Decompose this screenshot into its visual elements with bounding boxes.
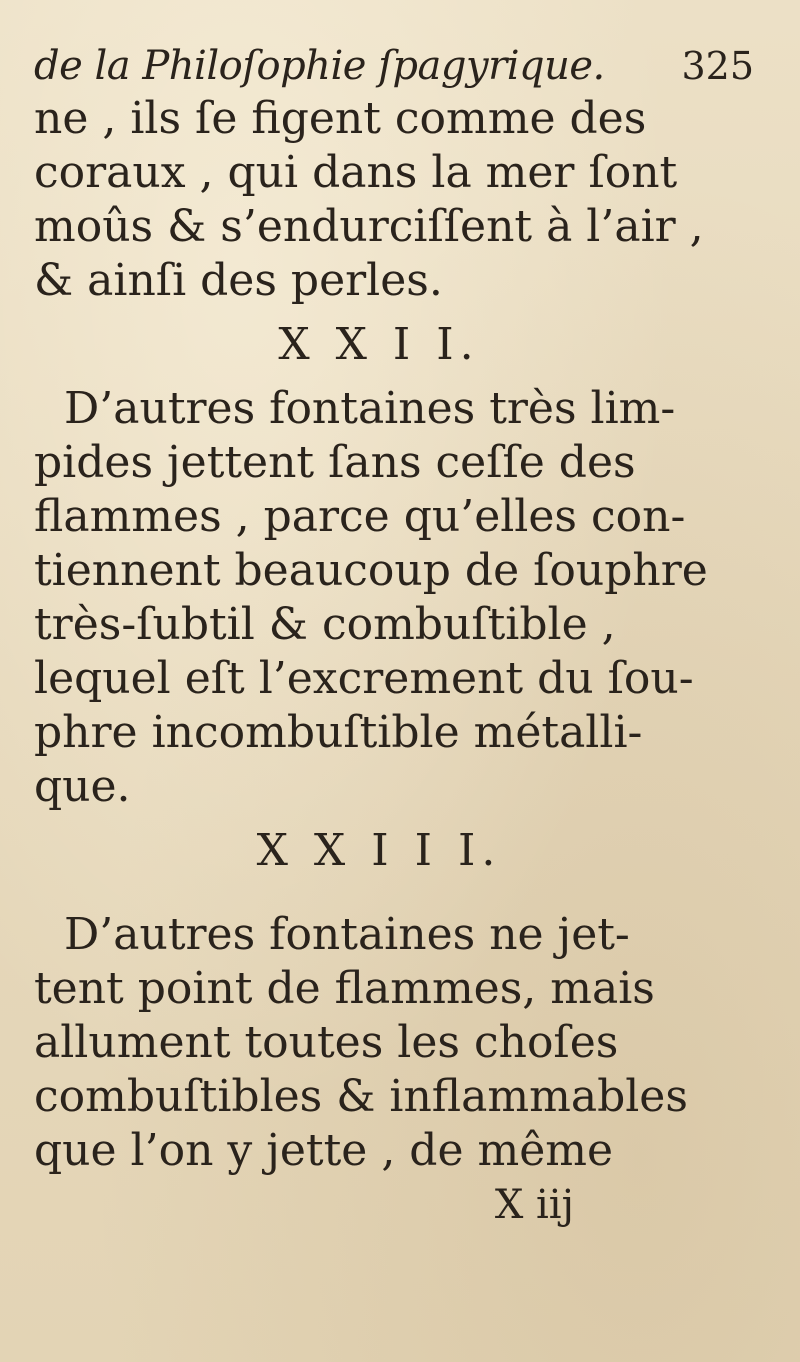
- running-title: de la Philoſophie ſpagyrique.: [34, 43, 605, 89]
- text-line: & ainſi des perles.: [34, 255, 443, 306]
- text-line: combuſtibles & inflammables: [34, 1071, 688, 1122]
- text-line: que l’on y jette , de même: [34, 1125, 614, 1176]
- text-line: tent point de flammes, mais: [34, 963, 655, 1014]
- section-heading-xxiii: X X I I I.: [256, 825, 502, 876]
- text-line: D’autres fontaines très lim-: [64, 383, 676, 434]
- page-number: 325: [681, 44, 754, 88]
- text-line: très-ſubtil & combuſtible ,: [34, 599, 616, 650]
- text-line: tiennent beaucoup de ſouphre: [34, 545, 708, 596]
- spacer: [34, 888, 774, 908]
- text-line: allument toutes les choſes: [34, 1017, 619, 1068]
- text-line: pides jettent ſans ceſſe des: [34, 437, 636, 488]
- text-line: coraux , qui dans la mer ſont: [34, 147, 678, 198]
- paragraph-continuation: [34, 92, 774, 308]
- text-line: lequel eſt l’excrement du ſou-: [34, 653, 694, 704]
- text-body: [34, 92, 774, 1232]
- signature-mark: X iij: [494, 1182, 574, 1228]
- paragraph-xxiii: [34, 908, 774, 1178]
- text-line: flammes , parce qu’elles con-: [34, 491, 686, 542]
- running-head: [34, 40, 774, 92]
- text-line: phre incombuſtible métalli-: [34, 707, 643, 758]
- text-line: D’autres fontaines ne jet-: [64, 909, 630, 960]
- text-line: que.: [34, 761, 131, 812]
- text-line: moûs & s’endurciſſent à l’air ,: [34, 201, 704, 252]
- section-heading-xxii: X X I I.: [278, 319, 480, 370]
- text-line: ne , ils ſe figent comme des: [34, 93, 647, 144]
- paragraph-xxii: [34, 382, 774, 814]
